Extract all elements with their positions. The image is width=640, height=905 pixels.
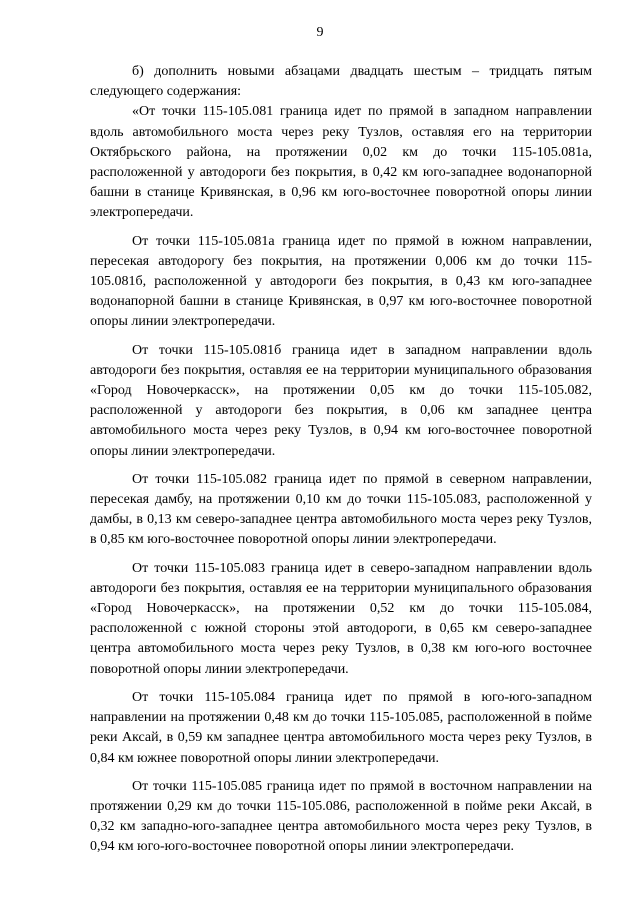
paragraph-point-084: От точки 115-105.084 граница идет по прямой в юго-юго-западном направлении на протяжении 0,48 км до точки 115-105.085, расположенной в пойме реки Аксай, в 0,59 км западнее центра автомобильного моста через реку Тузлов, в 0,84 км южнее поворотной опоры линии электропередачи. [90, 689, 592, 766]
paragraph-point-081: «От точки 115-105.081 граница идет по прямой в западном направлении вдоль автомобильного моста через реку Тузлов, оставляя его на территории Октябрьского района, на протяжении 0,02 км до точки 115-105.081а, расположенной у автодороги без покрытия, в 0,42 км юго-западнее водонапорной башни в станице Кривянская, в 0,96 км юго-восточнее поворотной опоры линии электропередачи. [90, 104, 592, 221]
paragraph-point-082: От точки 115-105.082 граница идет по прямой в северном направлении, пересекая дамбу, на протяжении 0,10 км до точки 115-105.083, расположенной у дамбы, в 0,13 км северо-западнее центра автомобильного моста через реку Тузлов, в 0,85 км юго-восточнее поворотной опоры линии электропередачи. [90, 471, 592, 548]
paragraph-point-081b: От точки 115-105.081б граница идет в западном направлении вдоль автодороги без покрытия, оставляя ее на территории муниципального образования «Город Новочеркасск», на протяжении 0,05 км до точки 115-105.082, расположенной у автодороги без покрытия, в 0,06 км западнее центра автомобильного моста через реку Тузлов, в 0,94 км юго-восточнее поворотной опоры линии электропередачи. [90, 342, 592, 459]
page-number: 9 [316, 25, 324, 40]
paragraph-point-083: От точки 115-105.083 граница идет в северо-западном направлении вдоль автодороги без покрытия, оставляя ее на территории муниципального образования «Город Новочеркасск», на протяжении 0,52 км до точки 115-105.084, расположенной с южной стороны этой автодороги, в 0,65 км северо-западнее центра автомобильного моста через реку Тузлов, в 0,38 км юго-юго восточнее поворотной опоры линии электропередачи. [90, 560, 592, 677]
document-body [90, 62, 592, 866]
paragraph-amendment-intro: б) дополнить новыми абзацами двадцать шестым – тридцать пятым следующего содержания: [90, 64, 592, 100]
paragraph-point-085: От точки 115-105.085 граница идет по прямой в восточном направлении на протяжении 0,29 км до точки 115-105.086, расположенной в пойме реки Аксай, в 0,32 км западно-юго-западнее центра автомобильного моста через реку Тузлов, в 0,94 км юго-юго-восточнее поворотной опоры линии электропередачи. [90, 778, 592, 855]
paragraph-point-081a: От точки 115-105.081а граница идет по прямой в южном направлении, пересекая автодорогу без покрытия, на протяжении 0,006 км до точки 115-105.081б, расположенной у автодороги без покрытия, в 0,43 км юго-западнее водонапорной башни в станице Кривянская, в 0,97 км юго-восточнее поворотной опоры линии электропередачи. [90, 233, 592, 330]
